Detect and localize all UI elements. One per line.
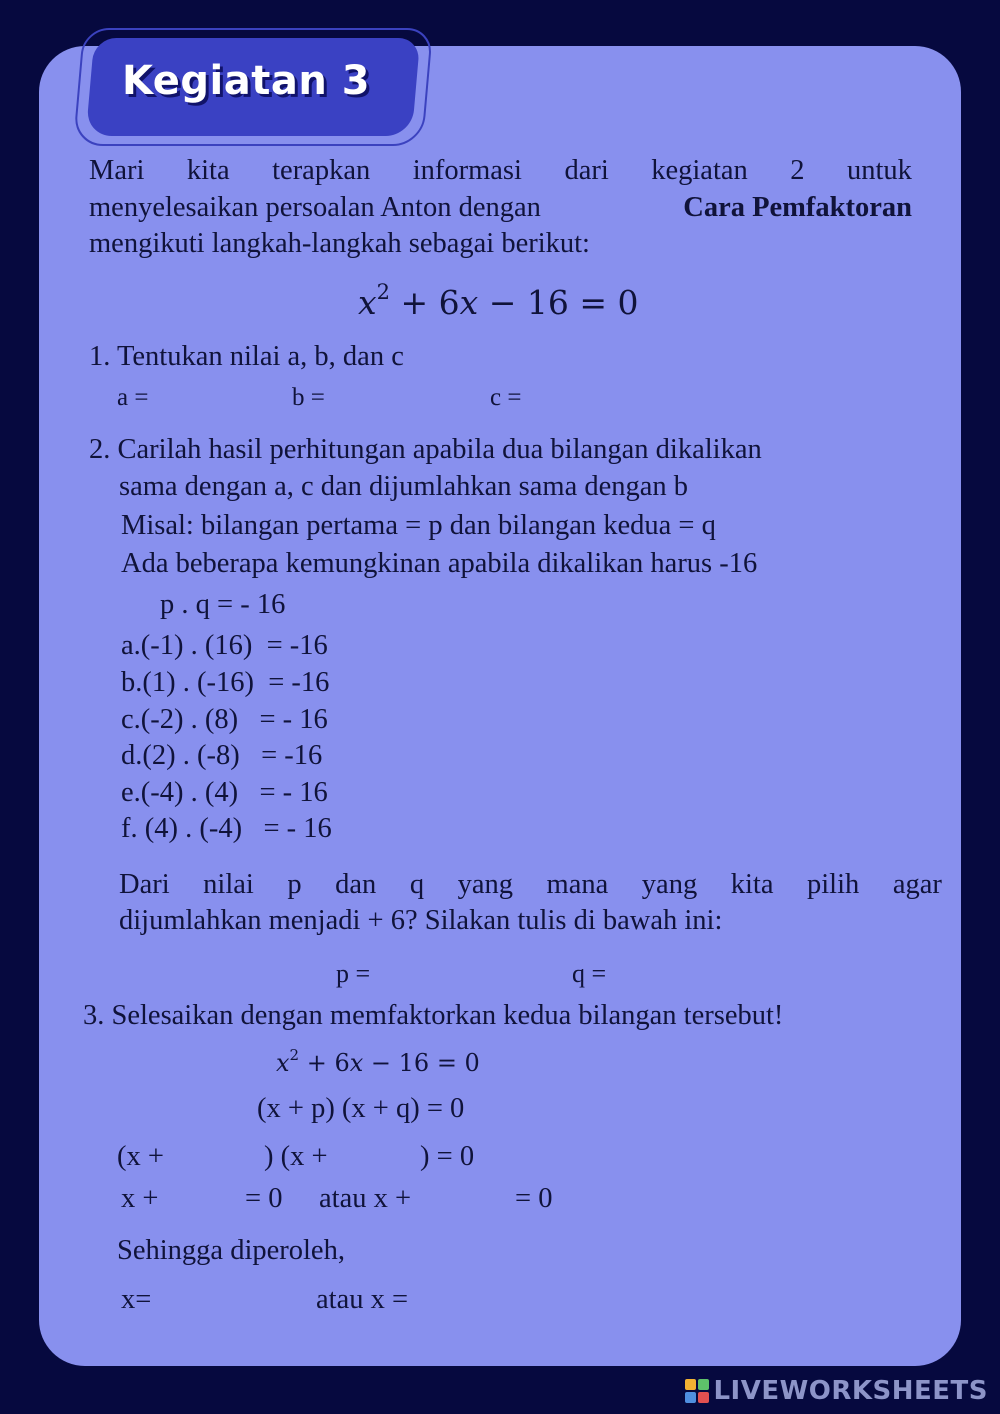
- main-equation: [358, 280, 639, 322]
- question-line-1-word: kita: [730, 869, 774, 900]
- watermark-text: LIVEWORKSHEETS: [713, 1376, 988, 1406]
- intro-line-1-word: terapkan: [272, 155, 371, 186]
- q-label: q =: [572, 959, 607, 988]
- question-line-1-word: q: [409, 869, 425, 900]
- intro-line-1-word: Mari: [89, 155, 145, 186]
- a-label: a =: [117, 384, 149, 411]
- liveworksheets-logo-icon: [685, 1379, 709, 1403]
- question-line-1-word: yang: [641, 869, 698, 900]
- c-label: c =: [490, 384, 522, 411]
- kemungkinan-text: Ada beberapa kemungkinan apabila dikalikan harus -16: [121, 548, 758, 579]
- pq-product: p . q = - 16: [160, 589, 286, 620]
- eq0-1: = 0: [245, 1183, 283, 1214]
- sehingga-text: Sehingga diperoleh,: [117, 1235, 345, 1266]
- blank-open-1: (x +: [117, 1141, 164, 1172]
- step3-heading: 3. Selesaikan dengan memfaktorkan kedua bilangan tersebut!: [83, 1000, 784, 1031]
- intro-line-1-word: 2: [790, 155, 805, 186]
- option-d: d.(2) . (-8) = -16: [121, 740, 323, 771]
- eq-x2: x: [459, 283, 479, 322]
- eq0-2: = 0: [515, 1183, 553, 1214]
- intro-line-1: [89, 157, 912, 186]
- intro-method-bold: Cara Pemfaktoran: [683, 192, 912, 223]
- b-label: b =: [292, 384, 325, 411]
- intro-line-1-word: untuk: [847, 155, 912, 186]
- intro-line-3: mengikuti langkah-langkah sebagai berikut:: [89, 228, 590, 259]
- p-label: p =: [336, 959, 371, 988]
- question-line-2: dijumlahkan menjadi + 6? Silakan tulis di bawah ini:: [119, 905, 723, 936]
- blank-close-1: ) (x +: [264, 1141, 328, 1172]
- question-line-1-word: Dari: [119, 869, 170, 900]
- eq2-x2: x: [349, 1049, 364, 1077]
- question-line-1-word: agar: [892, 869, 942, 900]
- xplus-1: x +: [121, 1183, 159, 1214]
- eq2-x: x: [276, 1049, 290, 1077]
- option-e: e.(-4) . (4) = - 16: [121, 777, 328, 808]
- blank-close-2: ) = 0: [420, 1141, 475, 1172]
- option-b: b.(1) . (-16) = -16: [121, 667, 330, 698]
- intro-line-2-text: menyelesaikan persoalan Anton dengan: [89, 192, 541, 223]
- atau-x-label: atau x =: [316, 1284, 409, 1315]
- step2-heading-1: 2. Carilah hasil perhitungan apabila dua bilangan dikalikan: [89, 434, 762, 465]
- misal-text: Misal: bilangan pertama = p dan bilangan kedua = q: [121, 510, 716, 541]
- intro-line-1-word: dari: [564, 155, 609, 186]
- intro-line-1-word: kegiatan: [651, 155, 748, 186]
- question-line-1-word: yang: [457, 869, 514, 900]
- eq2-rest: + 6: [299, 1049, 350, 1077]
- intro-line-1-word: kita: [186, 155, 230, 186]
- eq-x: x: [358, 283, 377, 322]
- page-title: Kegiatan 3: [122, 58, 371, 104]
- step1-heading: 1. Tentukan nilai a, b, dan c: [89, 341, 404, 372]
- eq-rest: + 6: [390, 283, 460, 322]
- step3-equation: [276, 1048, 480, 1075]
- option-f: f. (4) . (-4) = - 16: [121, 813, 332, 844]
- question-line-1: [119, 871, 942, 900]
- eq-tail: − 16 = 0: [478, 283, 639, 322]
- intro-line-1-word: informasi: [412, 155, 522, 186]
- option-a: a.(-1) . (16) = -16: [121, 630, 328, 661]
- eq2-tail: − 16 = 0: [363, 1049, 480, 1077]
- factor-form: (x + p) (x + q) = 0: [257, 1093, 465, 1124]
- question-line-1-word: p: [287, 869, 302, 900]
- intro-line-2: [89, 194, 912, 223]
- question-line-1-word: pilih: [807, 869, 860, 900]
- eq-exp: 2: [376, 280, 390, 304]
- liveworksheets-watermark: [685, 1376, 988, 1406]
- question-line-1-word: mana: [546, 869, 609, 900]
- question-line-1-word: nilai: [203, 869, 254, 900]
- step2-heading-2: sama dengan a, c dan dijumlahkan sama dengan b: [119, 471, 689, 502]
- question-line-1-word: dan: [335, 869, 377, 900]
- eq2-exp: 2: [289, 1046, 300, 1064]
- atau-xplus: atau x +: [319, 1183, 412, 1214]
- x-label: x=: [121, 1284, 152, 1315]
- option-c: c.(-2) . (8) = - 16: [121, 704, 328, 735]
